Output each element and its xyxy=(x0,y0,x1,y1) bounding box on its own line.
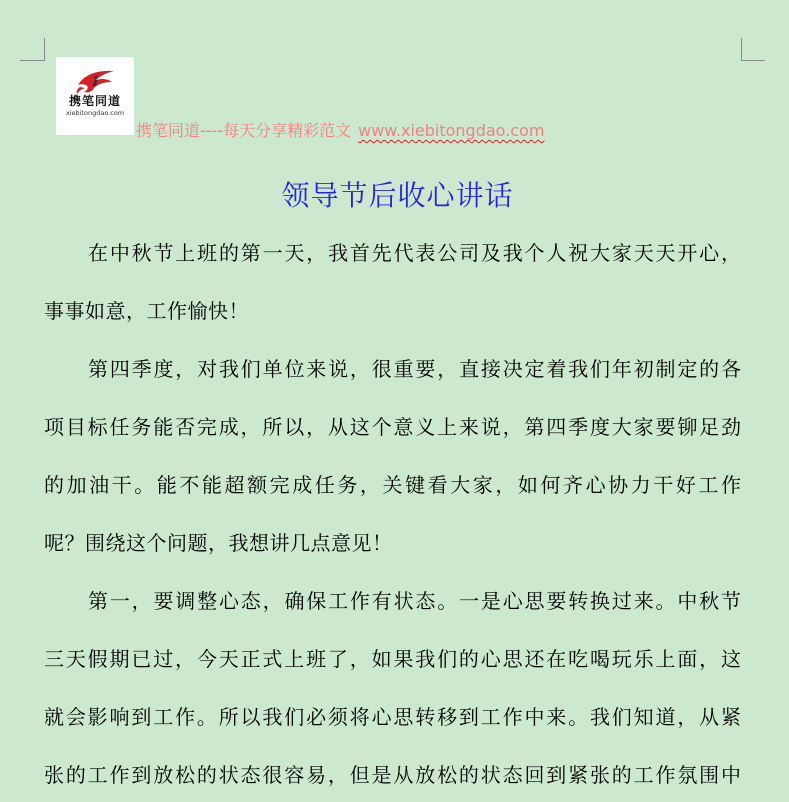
paragraph xyxy=(44,224,741,340)
body-line: 第四季度，对我们单位来说，很重要，直接决定着我们年初制定的各 xyxy=(88,357,741,381)
red-bird-brush-logo-icon xyxy=(74,67,118,95)
document-body xyxy=(44,224,741,802)
logo-brand-text: 携笔同道 xyxy=(68,94,121,108)
body-line: 就会影响到工作。所以我们必须将心思转移到工作中来。我们知道，从紧 xyxy=(44,705,741,729)
header-url: www.xiebitongdao.com xyxy=(358,121,545,140)
body-line: 在中秋节上班的第一天，我首先代表公司及我个人祝大家天天开心， xyxy=(88,241,741,265)
paragraph xyxy=(44,340,741,572)
body-line: 呢？围绕这个问题，我想讲几点意见！ xyxy=(44,531,393,555)
logo-domain-text: xiebitongdao.com xyxy=(65,109,125,117)
crop-mark-vertical xyxy=(741,38,742,61)
paragraph xyxy=(44,572,741,802)
crop-mark-vertical xyxy=(44,38,45,61)
crop-mark-horizontal xyxy=(741,60,765,61)
body-line: 事事如意，工作愉快！ xyxy=(44,299,249,323)
body-line: 三天假期已过，今天正式上班了，如果我们的心思还在吃喝玩乐上面，这 xyxy=(44,647,741,671)
body-line: 项目标任务能否完成，所以，从这个意义上来说，第四季度大家要铆足劲 xyxy=(44,415,741,439)
body-line: 第一，要调整心态，确保工作有状态。一是心思要转换过来。中秋节 xyxy=(88,589,741,613)
site-logo xyxy=(56,57,134,135)
header-site-text: 携笔同道----每天分享精彩范文 xyxy=(136,121,352,140)
body-line: 张的工作到放松的状态很容易，但是从放松的状态回到紧张的工作氛围中 xyxy=(44,763,741,787)
crop-mark-horizontal xyxy=(20,60,45,61)
body-line: 的加油干。能不能超额完成任务，关键看大家，如何齐心协力干好工作 xyxy=(44,473,741,497)
header-watermark xyxy=(136,120,544,142)
document-title: 领导节后收心讲话 xyxy=(281,179,514,212)
